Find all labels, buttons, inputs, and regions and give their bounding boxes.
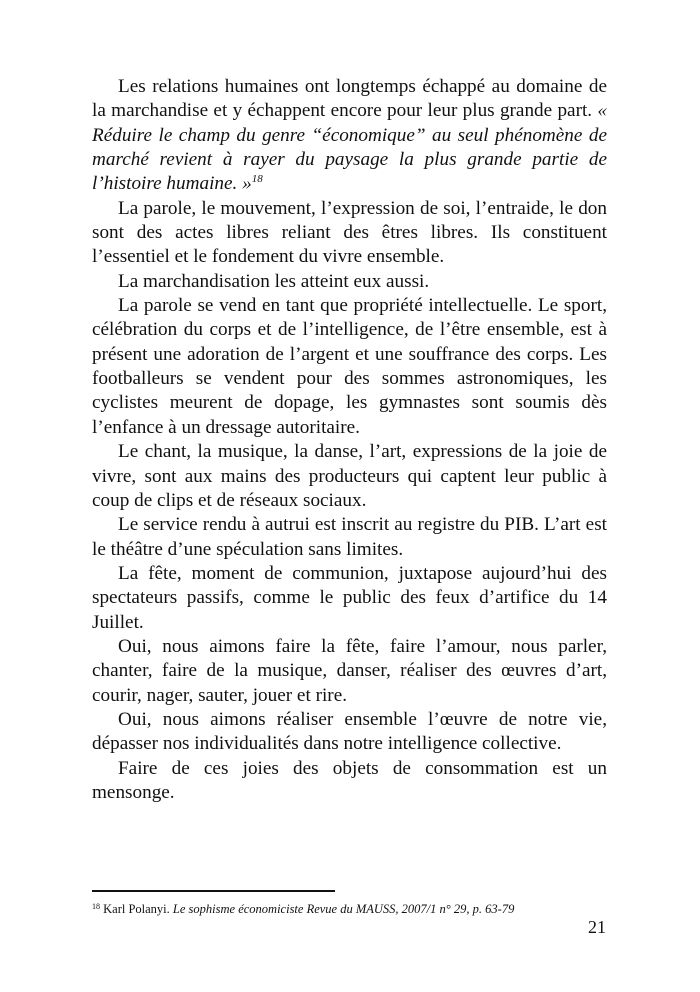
paragraph: La parole se vend en tant que propriété intellectuelle. Le sport, célébration du corps et de l’intelligence, de l’être ensemble, est à présent une adoration de l’argent et une souffrance des corps. Les footballeurs se vendent pour des sommes astronomiques, les cyclistes meurent de dopage, les gymnastes sont soumis dès l’enfance à un dressage autoritaire.	[92, 295, 607, 438]
paragraph: Oui, nous aimons réaliser ensemble l’œuvre de notre vie, dépasser nos individualités dans notre intelligence collective.	[92, 708, 607, 755]
quotation: « Réduire le champ du genre “économique” au seul phénomène de marché revient à rayer du paysage la plus grande partie de l’histoire humaine. »	[92, 100, 607, 195]
paragraph	[92, 75, 607, 197]
paragraph: Le service rendu à autrui est inscrit au registre du PIB. L’art est le théâtre d’une spéculation sans limites.	[92, 514, 607, 560]
paragraph: La parole, le mouvement, l’expression de soi, l’entraide, le don sont des actes libres reliant des êtres libres. Ils constituent l’essentiel et le fondement du vivre ensemble.	[92, 197, 607, 268]
paragraph: La marchandisation les atteint eux aussi.	[118, 270, 430, 292]
body-text	[92, 75, 607, 805]
page-number: 21	[588, 917, 606, 937]
footnote-separator	[92, 890, 335, 892]
paragraph: Le chant, la musique, la danse, l’art, expressions de la joie de vivre, sont aux mains des producteurs qui captent leur public à coup de clips et de réseaux sociaux.	[92, 441, 607, 511]
paragraph: La fête, moment de communion, juxtapose aujourd’hui des spectateurs passifs, comme le public des feux d’artifice du 14 Juillet.	[92, 562, 607, 633]
footnote-number: 18	[92, 902, 100, 911]
footnote-reference[interactable]: 18	[251, 173, 263, 186]
footnote-author: Karl Polanyi.	[103, 902, 173, 916]
footnote-title: Le sophisme économiciste Revue du MAUSS, 2007/1 n° 29, p. 63-79	[172, 902, 515, 916]
paragraph: Faire de ces joies des objets de consommation est un mensonge.	[92, 757, 607, 803]
footnote	[92, 902, 514, 917]
paragraph-text: Les relations humaines ont longtemps échappé au domaine de la marchandise et y échappent encore pour leur plus grande part.	[92, 76, 607, 122]
paragraph: Oui, nous aimons faire la fête, faire l’amour, nous parler, chanter, faire de la musique, danser, réaliser des œuvres d’art, courir, nager, sauter, jouer et rire.	[92, 635, 607, 706]
